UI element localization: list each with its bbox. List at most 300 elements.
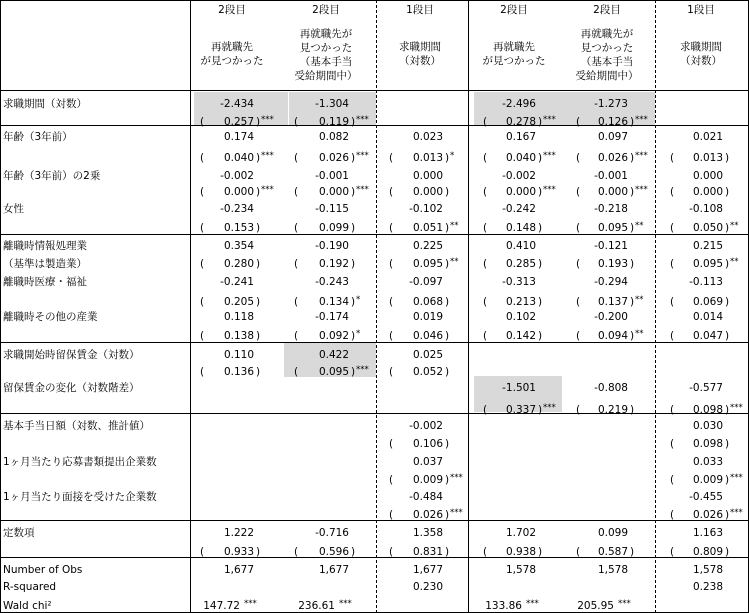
row-divider xyxy=(0,234,749,235)
coefficient: 0.082 xyxy=(318,131,349,143)
standard-error: 0.000 xyxy=(692,186,723,198)
coefficient: 0.021 xyxy=(692,131,723,143)
standard-error: 0.095 xyxy=(692,258,723,270)
significance-stars: *** xyxy=(543,151,556,161)
paren-close: ) xyxy=(445,438,450,450)
significance-stars: *** xyxy=(543,115,556,125)
significance-stars: ** xyxy=(730,221,739,231)
row-divider xyxy=(0,413,749,414)
column-description: 求職期間 xyxy=(399,41,441,53)
column-description: が見つかった xyxy=(482,55,546,67)
paren-close: ) xyxy=(256,186,261,198)
paren-close: ) xyxy=(445,222,450,234)
standard-error: 0.192 xyxy=(318,258,349,270)
coefficient: 0.097 xyxy=(597,131,628,143)
paren-close: ) xyxy=(725,152,730,164)
paren-open: ( xyxy=(200,116,205,128)
standard-error: 0.026 xyxy=(597,152,628,164)
coefficient: 0.000 xyxy=(692,170,723,182)
standard-error: 0.094 xyxy=(597,330,628,342)
column-description: 求職期間 xyxy=(680,41,722,53)
paren-open: ( xyxy=(483,330,488,342)
paren-close: ) xyxy=(725,186,730,198)
standard-error: 0.193 xyxy=(597,258,628,270)
standard-error: 0.051 xyxy=(412,222,443,234)
significance-stars: *** xyxy=(635,185,648,195)
coefficient: 0.354 xyxy=(223,240,254,252)
paren-open: ( xyxy=(389,509,394,521)
paren-close: ) xyxy=(351,186,356,198)
coefficient: -1.501 xyxy=(502,382,536,394)
standard-error: 0.099 xyxy=(318,222,349,234)
paren-open: ( xyxy=(483,152,488,164)
coefficient: -0.190 xyxy=(315,240,349,252)
significance-stars: *** xyxy=(618,599,631,609)
standard-error: 0.009 xyxy=(412,474,443,486)
standard-error: 0.219 xyxy=(597,404,628,416)
standard-error: 0.047 xyxy=(692,330,723,342)
column-stage: 2段目 xyxy=(218,4,246,16)
standard-error: 0.000 xyxy=(412,186,443,198)
column-description: （対数） xyxy=(399,55,441,67)
paren-close: ) xyxy=(256,296,261,308)
standard-error: 0.205 xyxy=(223,296,254,308)
significance-stars: *** xyxy=(450,473,463,483)
paren-open: ( xyxy=(200,222,205,234)
paren-close: ) xyxy=(538,116,543,128)
paren-close: ) xyxy=(538,296,543,308)
significance-stars: *** xyxy=(543,185,556,195)
significance-stars: *** xyxy=(526,599,539,609)
paren-open: ( xyxy=(670,330,675,342)
paren-close: ) xyxy=(725,438,730,450)
standard-error: 0.026 xyxy=(412,509,443,521)
paren-close: ) xyxy=(725,474,730,486)
coefficient: -0.241 xyxy=(220,276,254,288)
paren-open: ( xyxy=(483,222,488,234)
paren-close: ) xyxy=(725,546,730,558)
standard-error: 0.134 xyxy=(318,296,349,308)
standard-error: 0.587 xyxy=(597,546,628,558)
paren-close: ) xyxy=(725,222,730,234)
coefficient: 0.025 xyxy=(412,349,443,361)
standard-error: 0.000 xyxy=(505,186,536,198)
standard-error: 0.126 xyxy=(597,116,628,128)
wald-chi2: 147.72 xyxy=(203,600,240,612)
paren-open: ( xyxy=(576,186,581,198)
paren-close: ) xyxy=(256,258,261,270)
row-label: R-squared xyxy=(3,581,57,593)
coefficient: 0.099 xyxy=(597,527,628,539)
standard-error: 0.137 xyxy=(597,296,628,308)
row-label: 求職期間（対数） xyxy=(3,98,87,110)
coefficient: 0.019 xyxy=(412,311,443,323)
standard-error: 0.938 xyxy=(505,546,536,558)
significance-stars: * xyxy=(356,329,361,339)
paren-close: ) xyxy=(538,222,543,234)
coefficient: -0.097 xyxy=(409,276,443,288)
column-description: 受給期間中） xyxy=(294,70,358,82)
significance-stars: ** xyxy=(450,221,459,231)
paren-open: ( xyxy=(389,474,394,486)
paren-open: ( xyxy=(576,330,581,342)
paren-close: ) xyxy=(351,116,356,128)
significance-stars: *** xyxy=(635,115,648,125)
paren-open: ( xyxy=(389,186,394,198)
paren-close: ) xyxy=(725,509,730,521)
paren-close: ) xyxy=(445,258,450,270)
significance-stars: *** xyxy=(356,185,369,195)
coefficient: -0.484 xyxy=(409,491,443,503)
coefficient: -0.174 xyxy=(315,311,349,323)
column-divider xyxy=(655,0,656,613)
significance-stars: *** xyxy=(450,508,463,518)
coefficient: 0.102 xyxy=(505,311,536,323)
paren-close: ) xyxy=(630,296,635,308)
paren-close: ) xyxy=(538,258,543,270)
row-label: 定数項 xyxy=(3,527,35,539)
significance-stars: *** xyxy=(543,403,556,413)
coefficient: 0.225 xyxy=(412,240,443,252)
paren-open: ( xyxy=(483,296,488,308)
significance-stars: * xyxy=(450,151,455,161)
standard-error: 0.013 xyxy=(692,152,723,164)
standard-error: 0.213 xyxy=(505,296,536,308)
coefficient: -0.294 xyxy=(594,276,628,288)
standard-error: 0.148 xyxy=(505,222,536,234)
paren-open: ( xyxy=(389,546,394,558)
paren-close: ) xyxy=(445,509,450,521)
column-description: （基本手当 xyxy=(580,56,634,68)
coefficient: -0.113 xyxy=(689,276,723,288)
paren-open: ( xyxy=(389,438,394,450)
paren-open: ( xyxy=(389,258,394,270)
coefficient: -0.001 xyxy=(594,170,628,182)
significance-stars: * xyxy=(356,295,361,305)
significance-stars: *** xyxy=(356,365,369,375)
coefficient: 0.422 xyxy=(318,349,349,361)
paren-open: ( xyxy=(200,330,205,342)
standard-error: 0.138 xyxy=(223,330,254,342)
paren-open: ( xyxy=(200,546,205,558)
paren-close: ) xyxy=(256,222,261,234)
paren-open: ( xyxy=(294,222,299,234)
paren-close: ) xyxy=(351,366,356,378)
paren-open: ( xyxy=(670,546,675,558)
row-label: 年齢（3年前）の2乗 xyxy=(3,170,101,182)
standard-error: 0.596 xyxy=(318,546,349,558)
paren-open: ( xyxy=(483,186,488,198)
coefficient: -1.273 xyxy=(594,98,628,110)
coefficient: -0.121 xyxy=(594,240,628,252)
paren-close: ) xyxy=(351,330,356,342)
paren-open: ( xyxy=(294,258,299,270)
paren-open: ( xyxy=(483,546,488,558)
column-divider xyxy=(376,0,377,613)
number-of-obs: 1,578 xyxy=(597,564,628,576)
standard-error: 0.831 xyxy=(412,546,443,558)
paren-close: ) xyxy=(725,258,730,270)
paren-open: ( xyxy=(389,222,394,234)
paren-open: ( xyxy=(670,509,675,521)
paren-close: ) xyxy=(630,404,635,416)
column-description: 再就職先 xyxy=(493,41,535,53)
paren-open: ( xyxy=(670,438,675,450)
significance-stars: *** xyxy=(356,151,369,161)
standard-error: 0.040 xyxy=(505,152,536,164)
standard-error: 0.013 xyxy=(412,152,443,164)
paren-open: ( xyxy=(576,546,581,558)
coefficient: 1.702 xyxy=(505,527,536,539)
paren-close: ) xyxy=(445,296,450,308)
wald-chi2: 236.61 xyxy=(298,600,335,612)
wald-chi2: 205.95 xyxy=(577,600,614,612)
paren-close: ) xyxy=(351,546,356,558)
column-stage: 1段目 xyxy=(687,4,715,16)
standard-error: 0.098 xyxy=(692,438,723,450)
column-divider xyxy=(468,0,469,613)
column-description: 見つかった xyxy=(299,42,353,54)
standard-error: 0.040 xyxy=(223,152,254,164)
coefficient: -0.577 xyxy=(689,382,723,394)
coefficient: 0.014 xyxy=(692,311,723,323)
coefficient: -0.455 xyxy=(689,491,723,503)
paren-open: ( xyxy=(389,330,394,342)
coefficient: 0.030 xyxy=(692,420,723,432)
coefficient: -0.218 xyxy=(594,203,628,215)
paren-open: ( xyxy=(389,296,394,308)
paren-close: ) xyxy=(538,546,543,558)
standard-error: 0.337 xyxy=(505,404,536,416)
paren-open: ( xyxy=(294,546,299,558)
row-divider xyxy=(0,90,749,91)
paren-open: ( xyxy=(670,222,675,234)
paren-open: ( xyxy=(389,152,394,164)
paren-close: ) xyxy=(725,404,730,416)
significance-stars: *** xyxy=(730,403,743,413)
coefficient: 0.215 xyxy=(692,240,723,252)
paren-open: ( xyxy=(294,330,299,342)
paren-open: ( xyxy=(483,258,488,270)
significance-stars: *** xyxy=(635,151,648,161)
significance-stars: ** xyxy=(450,257,459,267)
coefficient: 0.000 xyxy=(412,170,443,182)
standard-error: 0.068 xyxy=(412,296,443,308)
paren-open: ( xyxy=(670,258,675,270)
paren-close: ) xyxy=(445,186,450,198)
number-of-obs: 1,677 xyxy=(223,564,254,576)
paren-close: ) xyxy=(538,330,543,342)
coefficient: 0.037 xyxy=(412,456,443,468)
standard-error: 0.069 xyxy=(692,296,723,308)
coefficient: 1.358 xyxy=(412,527,443,539)
significance-stars: ** xyxy=(730,257,739,267)
column-description: 見つかった xyxy=(580,42,634,54)
column-description: （対数） xyxy=(680,55,722,67)
coefficient: -2.496 xyxy=(502,98,536,110)
paren-close: ) xyxy=(630,152,635,164)
row-label: Number of Obs xyxy=(3,564,83,576)
standard-error: 0.095 xyxy=(597,222,628,234)
standard-error: 0.052 xyxy=(412,366,443,378)
coefficient: -0.108 xyxy=(689,203,723,215)
wald-chi2: 133.86 xyxy=(485,600,522,612)
paren-open: ( xyxy=(294,366,299,378)
paren-close: ) xyxy=(725,296,730,308)
paren-open: ( xyxy=(294,152,299,164)
paren-open: ( xyxy=(200,186,205,198)
significance-stars: *** xyxy=(261,185,274,195)
coefficient: -0.716 xyxy=(315,527,349,539)
paren-close: ) xyxy=(630,330,635,342)
paren-open: ( xyxy=(576,152,581,164)
significance-stars: ** xyxy=(635,329,644,339)
paren-close: ) xyxy=(256,116,261,128)
row-label: Wald chi² xyxy=(3,600,52,612)
paren-close: ) xyxy=(256,546,261,558)
standard-error: 0.026 xyxy=(318,152,349,164)
coefficient: -0.102 xyxy=(409,203,443,215)
standard-error: 0.119 xyxy=(318,116,349,128)
paren-open: ( xyxy=(670,152,675,164)
column-divider xyxy=(190,0,191,613)
row-label: 1ヶ月当たり面接を受けた企業数 xyxy=(3,491,157,503)
paren-close: ) xyxy=(538,152,543,164)
r-squared: 0.238 xyxy=(692,581,723,593)
standard-error: 0.000 xyxy=(223,186,254,198)
paren-close: ) xyxy=(256,152,261,164)
standard-error: 0.142 xyxy=(505,330,536,342)
coefficient: -2.434 xyxy=(220,98,254,110)
standard-error: 0.285 xyxy=(505,258,536,270)
standard-error: 0.106 xyxy=(412,438,443,450)
paren-open: ( xyxy=(670,474,675,486)
standard-error: 0.092 xyxy=(318,330,349,342)
standard-error: 0.050 xyxy=(692,222,723,234)
paren-close: ) xyxy=(445,474,450,486)
paren-open: ( xyxy=(200,296,205,308)
column-description: が見つかった xyxy=(200,55,264,67)
significance-stars: *** xyxy=(356,115,369,125)
coefficient: 1.222 xyxy=(223,527,254,539)
coefficient: 0.167 xyxy=(505,131,536,143)
row-label: 離職時その他の産業 xyxy=(3,311,98,323)
paren-close: ) xyxy=(351,258,356,270)
significance-stars: *** xyxy=(261,151,274,161)
paren-close: ) xyxy=(445,546,450,558)
column-description: 受給期間中） xyxy=(575,70,639,82)
significance-stars: ** xyxy=(635,295,644,305)
paren-close: ) xyxy=(630,222,635,234)
coefficient: -0.200 xyxy=(594,311,628,323)
significance-stars: *** xyxy=(730,508,743,518)
coefficient: -0.002 xyxy=(409,420,443,432)
significance-stars: *** xyxy=(261,115,274,125)
row-label: 留保賃金の変化（対数階差） xyxy=(3,382,140,394)
coefficient: 0.118 xyxy=(223,311,254,323)
paren-close: ) xyxy=(351,296,356,308)
paren-open: ( xyxy=(576,116,581,128)
coefficient: -0.002 xyxy=(220,170,254,182)
coefficient: -1.304 xyxy=(315,98,349,110)
standard-error: 0.136 xyxy=(223,366,254,378)
coefficient: 0.174 xyxy=(223,131,254,143)
paren-open: ( xyxy=(576,296,581,308)
column-stage: 2段目 xyxy=(500,4,528,16)
paren-open: ( xyxy=(200,258,205,270)
row-label: 年齢（3年前） xyxy=(3,131,73,143)
row-label: 女性 xyxy=(3,203,24,215)
paren-open: ( xyxy=(200,152,205,164)
paren-open: ( xyxy=(294,296,299,308)
paren-close: ) xyxy=(630,116,635,128)
paren-close: ) xyxy=(725,330,730,342)
row-divider xyxy=(0,557,749,558)
column-stage: 1段目 xyxy=(406,4,434,16)
paren-open: ( xyxy=(670,296,675,308)
coefficient: -0.115 xyxy=(315,203,349,215)
standard-error: 0.026 xyxy=(692,509,723,521)
standard-error: 0.095 xyxy=(412,258,443,270)
column-stage: 2段目 xyxy=(593,4,621,16)
standard-error: 0.933 xyxy=(223,546,254,558)
coefficient: -0.234 xyxy=(220,203,254,215)
coefficient: -0.002 xyxy=(502,170,536,182)
standard-error: 0.009 xyxy=(692,474,723,486)
paren-open: ( xyxy=(483,116,488,128)
row-label: 離職時医療・福祉 xyxy=(3,276,87,288)
paren-close: ) xyxy=(538,186,543,198)
standard-error: 0.000 xyxy=(597,186,628,198)
paren-open: ( xyxy=(576,404,581,416)
row-divider xyxy=(0,0,749,1)
paren-close: ) xyxy=(256,366,261,378)
paren-open: ( xyxy=(670,186,675,198)
significance-stars: *** xyxy=(244,599,257,609)
standard-error: 0.809 xyxy=(692,546,723,558)
standard-error: 0.000 xyxy=(318,186,349,198)
paren-open: ( xyxy=(294,116,299,128)
standard-error: 0.098 xyxy=(692,404,723,416)
significance-stars: *** xyxy=(730,473,743,483)
paren-open: ( xyxy=(576,258,581,270)
r-squared: 0.230 xyxy=(412,581,443,593)
coefficient: -0.001 xyxy=(315,170,349,182)
coefficient: 1.163 xyxy=(692,527,723,539)
number-of-obs: 1,677 xyxy=(412,564,443,576)
standard-error: 0.095 xyxy=(318,366,349,378)
standard-error: 0.046 xyxy=(412,330,443,342)
row-divider xyxy=(0,520,749,521)
paren-close: ) xyxy=(630,546,635,558)
column-description: 再就職先が xyxy=(580,28,634,40)
paren-close: ) xyxy=(445,152,450,164)
row-label: 基本手当日額（対数、推計値） xyxy=(3,420,150,432)
number-of-obs: 1,578 xyxy=(505,564,536,576)
column-stage: 2段目 xyxy=(312,4,340,16)
significance-stars: *** xyxy=(339,599,352,609)
standard-error: 0.153 xyxy=(223,222,254,234)
coefficient: 0.110 xyxy=(223,349,254,361)
paren-close: ) xyxy=(630,258,635,270)
paren-open: ( xyxy=(294,186,299,198)
coefficient: 0.410 xyxy=(505,240,536,252)
standard-error: 0.257 xyxy=(223,116,254,128)
row-label: 1ヶ月当たり応募書類提出企業数 xyxy=(3,456,157,468)
number-of-obs: 1,578 xyxy=(692,564,723,576)
coefficient: -0.808 xyxy=(594,382,628,394)
paren-close: ) xyxy=(538,404,543,416)
